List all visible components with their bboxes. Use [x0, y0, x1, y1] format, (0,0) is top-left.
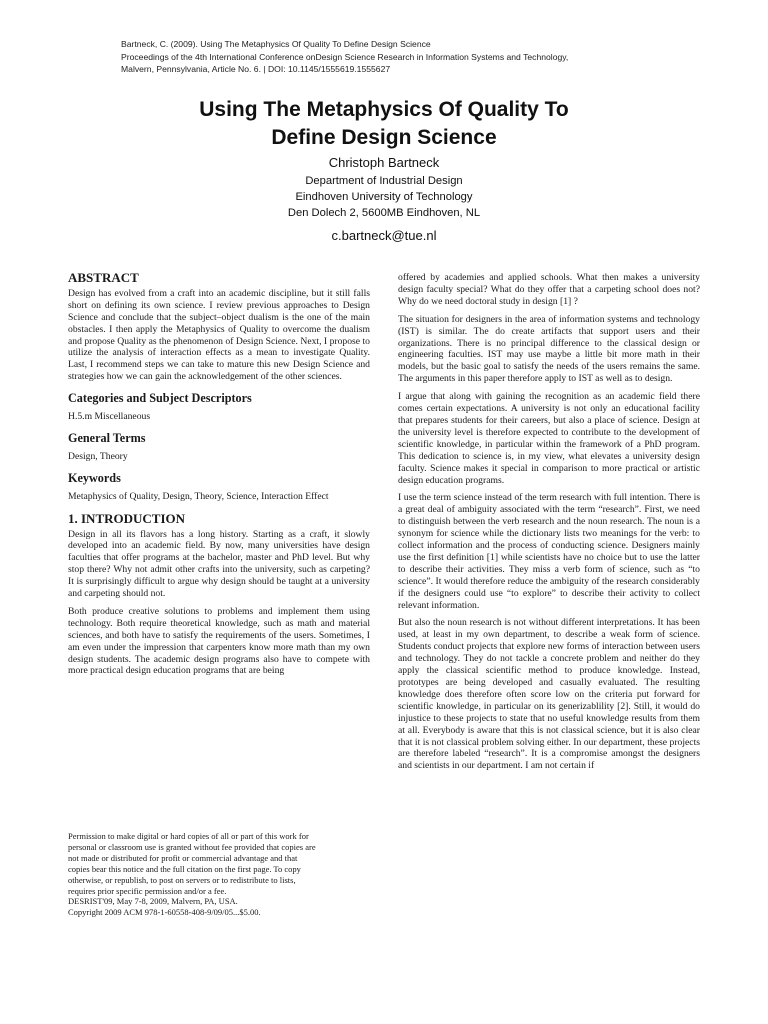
permission-line: otherwise, or republish, to post on servers or to redistribute to lists,	[68, 874, 296, 885]
abstract-text: Design has evolved from a craft into an academic discipline, but it still falls short on defining its own science. I review previous approaches to Design Science and conclude that the subject–object dualism is the one of the main obstacles. I then apply the Metaphysics of Quality to overcome the dualism and propose Quality as the phenomenon of Design Science. Next, I propose to utilize the analysis of interaction effects as a mean to investigate Quality. Last, I recommend steps we can take to mature this new Design Science and strategies how we can gain the acknowledgement of the other sciences.	[68, 287, 370, 383]
general-terms-text: Design, Theory	[68, 450, 128, 462]
permission-line: DESRIST'09, May 7-8, 2009, Malvern, PA, USA.	[68, 896, 238, 907]
permission-line: Copyright 2009 ACM 978-1-60558-408-9/09/05...$5.00.	[68, 907, 261, 918]
general-terms-heading: General Terms	[68, 430, 146, 445]
permission-line: copies bear this notice and the full citation on the first page. To copy	[68, 863, 301, 874]
citation-header	[121, 38, 681, 76]
body-paragraph: offered by academies and applied schools. What then makes a university design faculty special? What do they offer that a carpeting school does not? Why do we need doctoral study in design [1] ?	[398, 272, 700, 307]
body-paragraph: I argue that along with gaining the recognition as an academic field there comes certain expectations. A university is not only an educational facility that prepares students for their careers, but also a place of science. Design at the university level is therefore expected to contribute to the development of scientific knowledge, in particular within the framework of a PhD program. This dedication to science is, in my view, what elevates a university design faculty. Science makes it special in comparison to more practical or artistic design education programs.	[398, 391, 700, 486]
paper-title	[100, 96, 668, 152]
body-paragraph: I use the term science instead of the term research with full intention. There is a great deal of ambiguity associated with the term “research”. First, we need to distinguish between the verb research and the noun research. The noun is a synonym for science while the dictionary lists two meanings for the verb: to collect information and the process of conducting science. Designers mainly use the first definition [1] while scientists have no choice but to use the latter to describe their activities. They miss a verb form of science, such as “to science”. It would therefore reduce the ambiguity of the research considerably if the designers could use “to explore” to describe their activity to collect relevant information.	[398, 492, 700, 611]
introduction-paragraph: Design in all its flavors has a long history. Starting as a craft, it slowly developed into an academic field. By now, many universities have design faculties that offer programs at the bachelor, master and PhD level. But why stop there? Why not admit other crafts into the university, such as carpeting? It is surprisingly difficult to argue why design should be taught at a university and carpeting should not.	[68, 528, 370, 600]
left-column	[68, 268, 370, 683]
author-name: Christoph Bartneck	[328, 155, 440, 170]
affiliation-line: Den Dolech 2, 5600MB Eindhoven, NL	[287, 206, 481, 219]
categories-heading: Categories and Subject Descriptors	[68, 391, 252, 406]
author-email: c.bartneck@tue.nl	[331, 228, 437, 243]
affiliation-line: Department of Industrial Design	[305, 175, 463, 187]
permission-line: requires prior specific permission and/or a fee.	[68, 885, 227, 896]
title-line: Using The Metaphysics Of Quality To	[199, 98, 569, 121]
permission-line: not made or distributed for profit or commercial advantage and that	[68, 852, 298, 863]
permission-notice	[68, 831, 370, 918]
author-affiliation	[100, 174, 668, 221]
keywords-heading: Keywords	[68, 470, 121, 485]
categories-text: H.5.m Miscellaneous	[68, 411, 151, 423]
permission-line: Permission to make digital or hard copies of all or part of this work for	[68, 831, 309, 841]
affiliation-line: Eindhoven University of Technology	[295, 190, 473, 203]
body-paragraph: The situation for designers in the area of information systems and technology (IST) is similar. The do create artifacts that support users and their organizations. There is no principal difference to the classical design or engineering faculties. IST may use maybe a little bit more math in their models, but the basic goal to satisfy the needs of the users remains the same. The arguments in this paper therefore apply to IST as well as to design.	[398, 313, 700, 385]
citation-line: Proceedings of the 4th International Conference onDesign Science Research in Information Systems and Technology,	[121, 51, 569, 62]
introduction-heading: 1. INTRODUCTION	[68, 510, 186, 526]
keywords-text: Metaphysics of Quality, Design, Theory, Science, Interaction Effect	[68, 490, 329, 502]
body-paragraph: But also the noun research is not without different interpretations. It has been used, at least in my own department, to describe a weak form of science. Students conduct projects that explore new forms of interaction between users and technology. They do not tackle a concrete problem and neither do they apply the classical scientific method to produce knowledge. Instead, prototypes are being developed and casually evaluated. The resulting knowledge does therefore often score low on the criteria put forward for scientific knowledge, in particular on its generizablility [2]. Still, it would do injustice to these projects to state that no useful knowledge results from them at all. Everybody is aware that this is not classical science, but it is also clear that it is not classical problem solving either. In our department, these projects are therefore labeled “research”. It is a compromise amongst the designers and scientists in our department. I am not certain if	[398, 617, 700, 772]
title-line: Define Design Science	[271, 126, 497, 149]
right-column	[398, 272, 700, 778]
permission-line: personal or classroom use is granted without fee provided that copies are	[68, 841, 316, 852]
introduction-paragraph: Both produce creative solutions to problems and implement them using technology. Both require theoretical knowledge, such as math and material sciences, and both have to satisfy the requirements of the users. Sometimes, I am even under the impression that carpenters know more math than my own design students. The academic design programs also have to compete with more practical design education programs that are being	[68, 605, 370, 677]
citation-line: Malvern, Pennsylvania, Article No. 6. | DOI: 10.1145/1555619.1555627	[121, 64, 391, 74]
citation-line: Bartneck, C. (2009). Using The Metaphysics Of Quality To Define Design Science	[121, 39, 431, 49]
abstract-heading: ABSTRACT	[68, 270, 139, 285]
